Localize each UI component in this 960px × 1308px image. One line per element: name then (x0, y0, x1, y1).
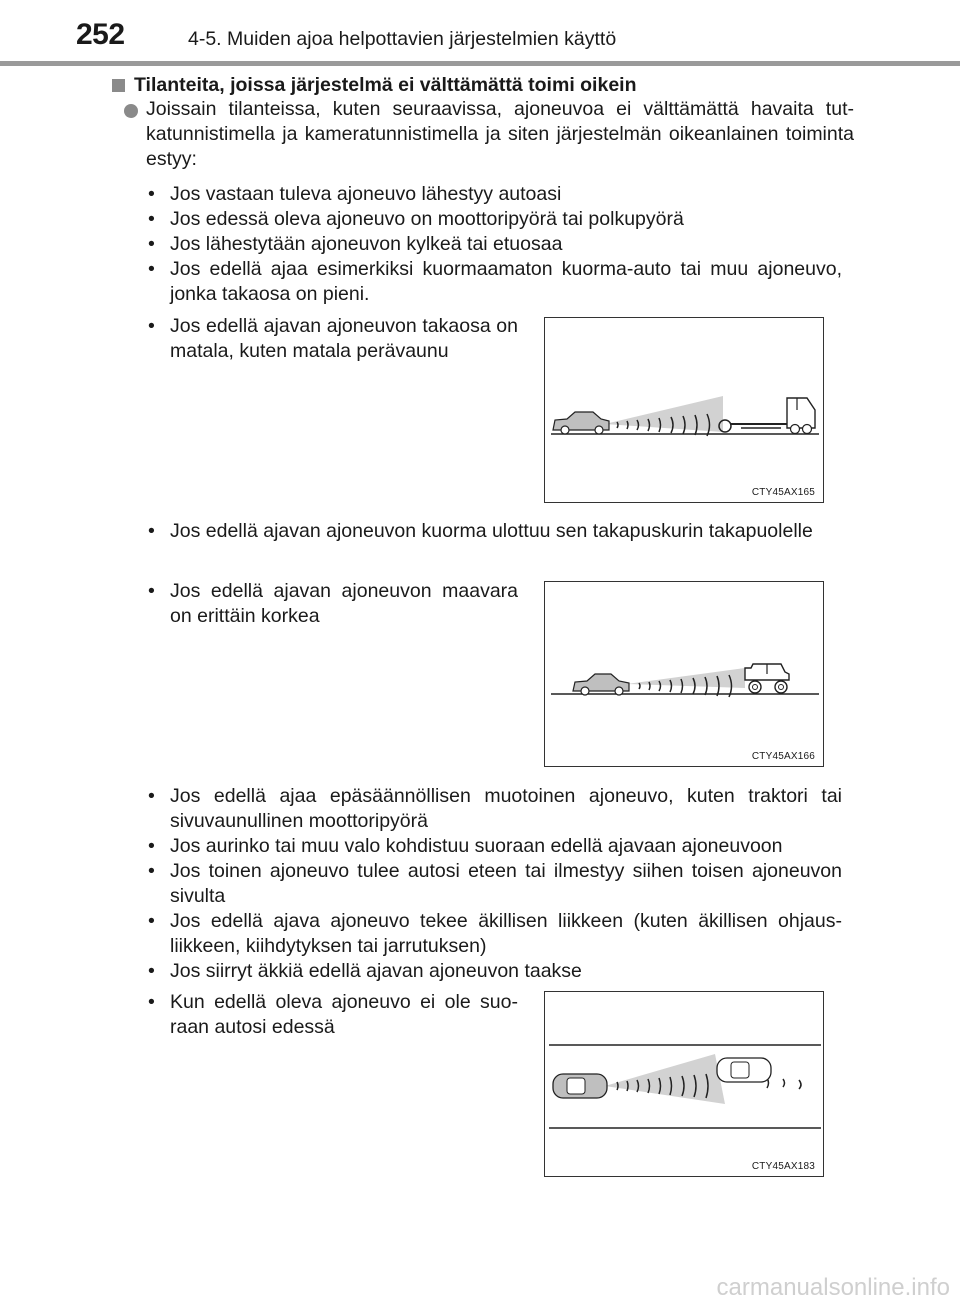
figure-high-clearance (544, 581, 824, 767)
watermark: carmanualsonline.info (716, 1274, 950, 1301)
list-item: • Jos edellä ajavan ajoneuvon takaosa on matala, kuten matala perävaunu (148, 314, 518, 364)
list-item: • Jos edellä ajaa esimerkiksi kuormaamaton kuorma-auto tai muu ajoneuvo, jonka takaosa on pieni. (148, 257, 842, 307)
condition-list-1 (148, 182, 842, 307)
condition-item-high-clearance (148, 579, 518, 629)
condition-item-low-rear (148, 314, 518, 364)
condition-item-load (148, 519, 842, 544)
list-item: • Jos siirryt äkkiä edellä ajavan ajoneuvon taakse (148, 959, 842, 984)
section-heading-text: Tilanteita, joissa järjestelmä ei välttämättä toimi oikein (134, 74, 637, 96)
illustration-top-view (545, 992, 825, 1178)
section-heading (112, 74, 637, 97)
chapter-title: 4-5. Muiden ajoa helpottavien järjestelmien käyttö (188, 28, 617, 50)
list-item: • Jos toinen ajoneuvo tulee autosi eteen tai ilmestyy siihen toisen ajoneuvon sivulta (148, 859, 842, 909)
figure-code: CTY45AX165 (751, 487, 815, 498)
list-item: • Jos edellä ajavan ajoneuvon maavara on erittäin korkea (148, 579, 518, 629)
illustration-high-vehicle (545, 582, 825, 768)
figure-offset-vehicle (544, 991, 824, 1177)
header-rule (0, 61, 960, 66)
page-number: 252 (76, 18, 125, 51)
illustration-trailer (545, 318, 825, 504)
list-item: • Jos edessä oleva ajoneuvo on moottoripyörä tai polkupyörä (148, 207, 842, 232)
square-bullet-icon (112, 79, 125, 92)
list-item: • Jos vastaan tuleva ajoneuvo lähestyy autoasi (148, 182, 842, 207)
list-item: • Jos aurinko tai muu valo kohdistuu suoraan edellä ajavaan ajoneuvoon (148, 834, 842, 859)
list-item: • Jos edellä ajava ajoneuvo tekee äkillisen liikkeen (kuten äkillisen ohjausliikkeen, kiihdytyksen tai jarrutuksen) (148, 909, 842, 959)
circle-bullet-icon (124, 104, 138, 118)
list-item: • Jos edellä ajaa epäsäännöllisen muotoinen ajoneuvo, kuten traktori tai sivuvaunullinen moottoripyörä (148, 784, 842, 834)
list-item: • Jos edellä ajavan ajoneuvon kuorma ulottuu sen takapuskurin takapuolelle (148, 519, 842, 544)
figure-code: CTY45AX183 (751, 1161, 815, 1172)
list-item: • Kun edellä oleva ajoneuvo ei ole suoraan autosi edessä (148, 990, 518, 1040)
condition-list-2 (148, 784, 842, 984)
intro-paragraph: Joissain tilanteissa, kuten seuraavissa, ajoneuvoa ei välttämättä havaita tutkatunnistimella ja kameratunnistimella ja siten järjestelmän oikeanlainen toiminta estyy: (146, 98, 854, 170)
figure-code: CTY45AX166 (751, 751, 815, 762)
condition-item-not-ahead (148, 990, 518, 1040)
figure-low-trailer (544, 317, 824, 503)
list-item: • Jos lähestytään ajoneuvon kylkeä tai etuosaa (148, 232, 842, 257)
